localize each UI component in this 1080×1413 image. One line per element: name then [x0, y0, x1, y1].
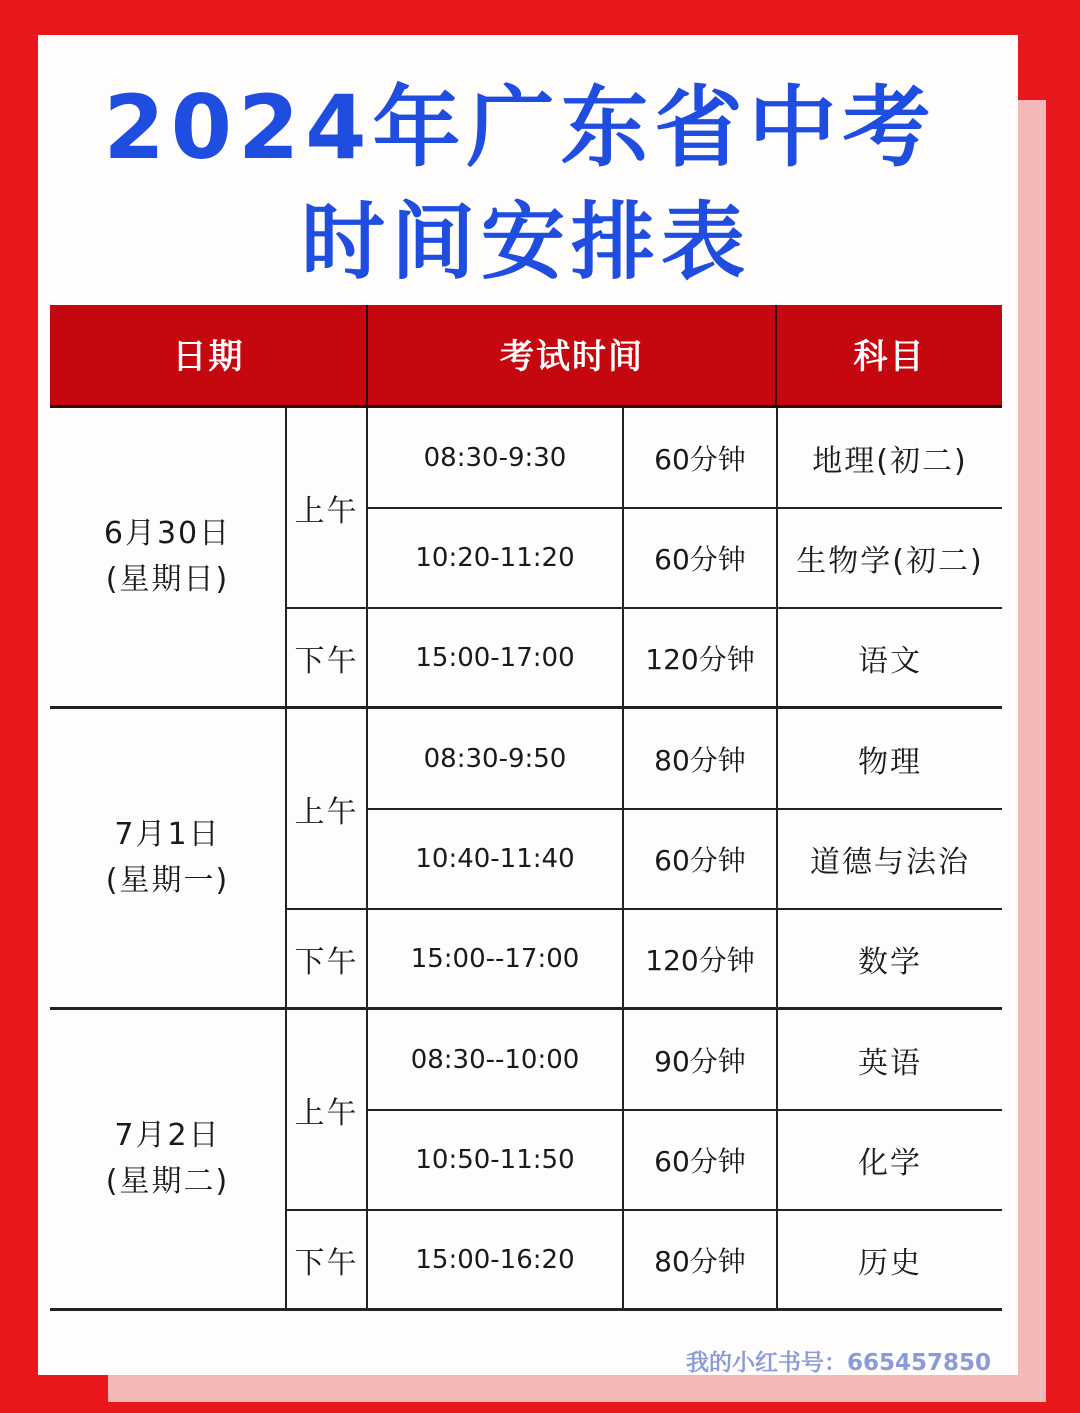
period-afternoon: 下午	[294, 1245, 359, 1281]
table-header	[50, 305, 1002, 408]
period-morning: 上午	[294, 794, 359, 830]
exam-subject: 数学	[858, 944, 922, 980]
date-cell	[50, 709, 285, 1007]
exam-duration: 120分钟	[645, 943, 755, 977]
date-cell	[50, 1010, 285, 1308]
exam-time: 15:00-16:20	[415, 1244, 575, 1275]
exam-subject: 语文	[858, 643, 922, 679]
exam-subject: 生物学(初二)	[796, 544, 984, 579]
date-cell	[50, 408, 285, 706]
weekday-label: (星期二)	[105, 1164, 230, 1199]
exam-time: 08:30-9:30	[423, 442, 567, 473]
watermark: 我的小红书号：665457850	[686, 1350, 992, 1376]
exam-time: 08:30-9:50	[423, 743, 567, 774]
exam-subject: 地理(初二)	[812, 443, 968, 479]
exam-subject: 物理	[858, 744, 922, 780]
page-subtitle: 时间安排表	[300, 193, 751, 291]
exam-time: 10:50-11:50	[415, 1145, 575, 1175]
exam-duration: 80分钟	[654, 743, 746, 777]
header-time: 考试时间	[500, 337, 644, 377]
date-label: 6月30日	[103, 516, 232, 551]
exam-time: 10:40-11:40	[415, 844, 575, 874]
exam-time: 10:20-11:20	[415, 543, 575, 573]
date-label: 7月2日	[114, 1118, 221, 1153]
exam-duration: 120分钟	[645, 642, 755, 676]
period-morning: 上午	[294, 493, 359, 529]
exam-duration: 60分钟	[654, 543, 746, 576]
exam-time: 08:30--10:00	[410, 1044, 580, 1075]
exam-duration: 60分钟	[654, 844, 746, 877]
exam-duration: 80分钟	[654, 1244, 746, 1278]
exam-duration: 60分钟	[654, 442, 746, 476]
exam-subject: 化学	[858, 1146, 922, 1181]
weekday-label: (星期日)	[105, 562, 230, 597]
period-afternoon: 下午	[294, 944, 359, 980]
date-label: 7月1日	[114, 817, 221, 852]
exam-duration: 60分钟	[654, 1145, 746, 1178]
header-subject: 科目	[853, 337, 926, 377]
exam-subject: 历史	[858, 1245, 922, 1281]
weekday-label: (星期一)	[105, 863, 230, 898]
period-morning: 上午	[294, 1095, 359, 1131]
header-date: 日期	[172, 337, 245, 377]
exam-subject: 道德与法治	[810, 845, 970, 880]
period-afternoon: 下午	[294, 643, 359, 679]
exam-duration: 90分钟	[654, 1044, 746, 1078]
exam-subject: 英语	[858, 1045, 922, 1081]
page-title: 2024年广东省中考	[103, 76, 937, 179]
exam-time: 15:00--17:00	[410, 943, 580, 974]
exam-time: 15:00-17:00	[415, 642, 575, 673]
